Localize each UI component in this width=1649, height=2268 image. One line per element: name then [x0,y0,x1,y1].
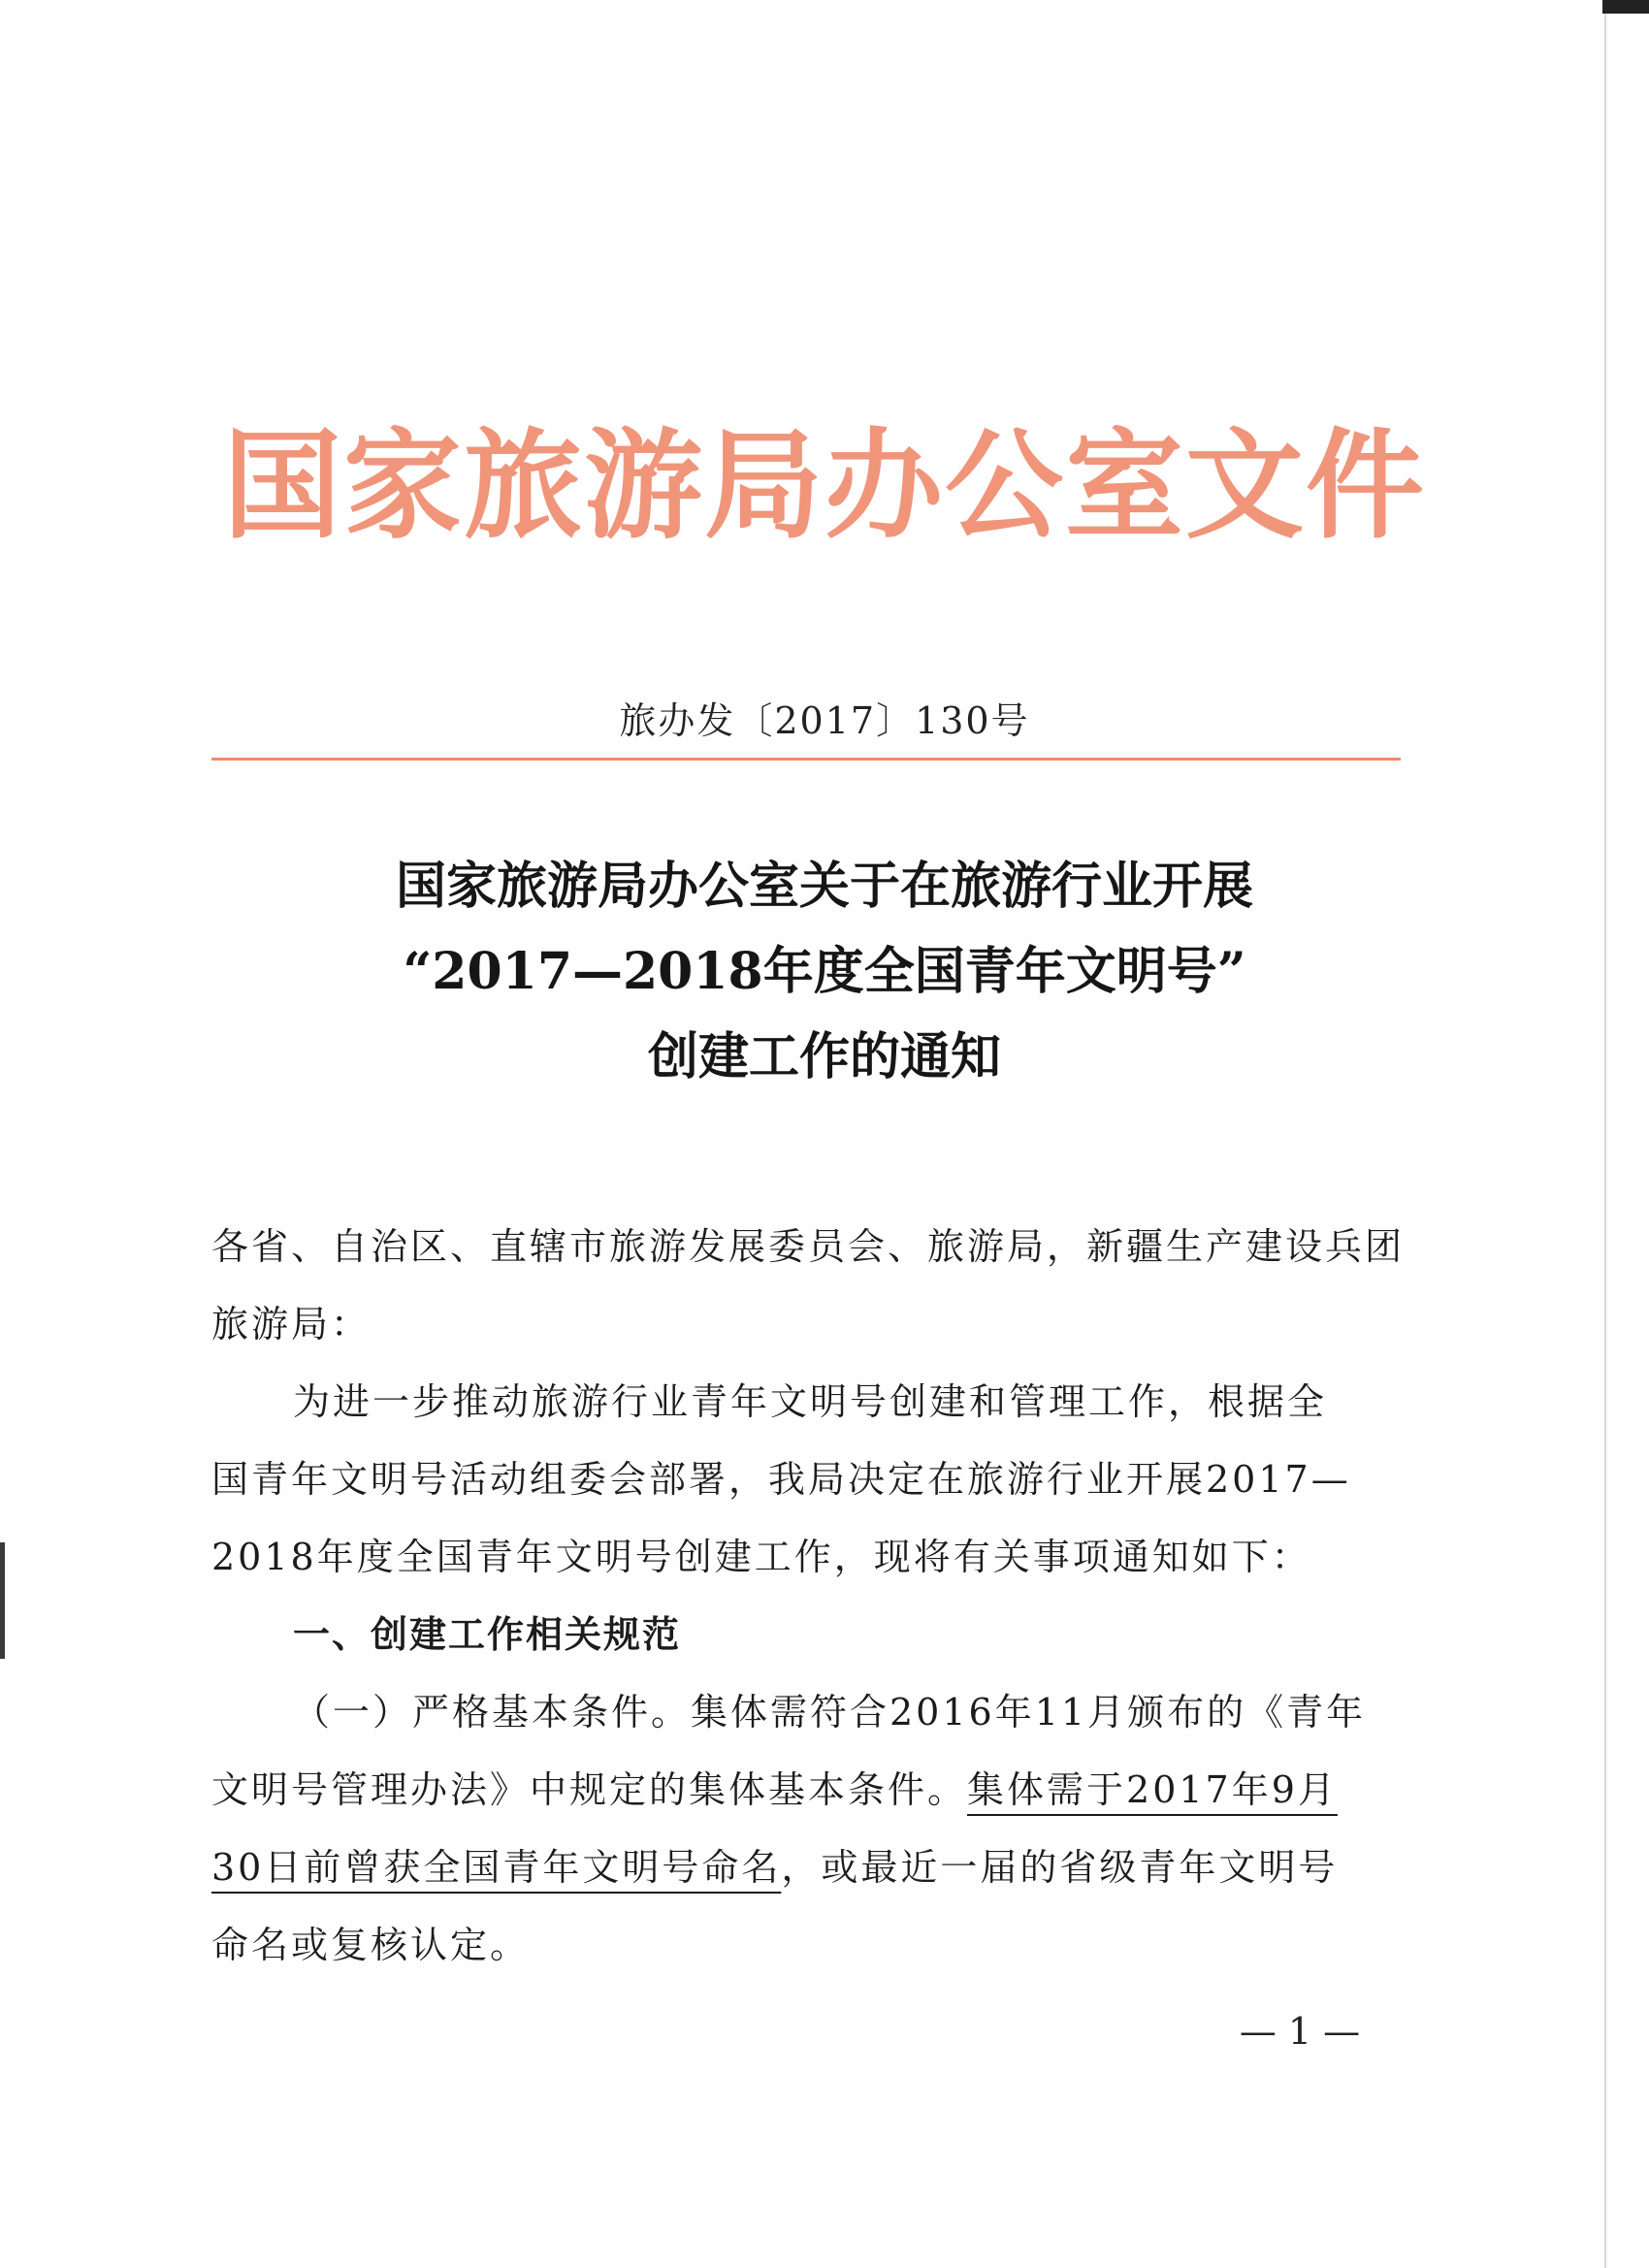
scan-corner-mark [1602,0,1649,14]
issuer-header-title: 国家旅游局办公室文件 [223,415,1426,555]
title-line-3: 创建工作的通知 [647,1027,1001,1086]
item-paragraph-line: 命名或复核认定。 [211,1924,531,1966]
item-paragraph-line: （一）严格基本条件。集体需符合2016年11月颁布的《青年 [293,1691,1367,1733]
document-title [0,844,1649,1100]
item-text: ，或最近一届的省级青年文明号 [781,1846,1339,1889]
page-number: — 1 — [1239,2010,1361,2053]
document-body [211,1208,1406,1984]
item-paragraph-line [211,1751,1401,1829]
handwritten-underline-text: 集体需于2017年9月 [967,1768,1338,1811]
scan-edge [1604,0,1606,2268]
intro-paragraph-line: 为进一步推动旅游行业青年文明号创建和管理工作，根据全 [293,1380,1328,1423]
item-paragraph-line [211,1829,1401,1906]
intro-paragraph-line: 国青年文明号活动组委会部署，我局决定在旅游行业开展2017— [211,1458,1351,1501]
intro-paragraph-line: 2018年度全国青年文明号创建工作，现将有关事项通知如下： [211,1536,1311,1578]
title-line-2: “2017—2018年度全国青年文明号” [403,942,1246,1001]
item-text: 文明号管理办法》中规定的集体基本条件。 [211,1768,968,1811]
section-heading: 一、创建工作相关规范 [293,1613,682,1656]
scan-binding-mark [0,1542,5,1659]
handwritten-underline-text: 30日前曾获全国青年文明号命名 [211,1846,782,1889]
document-number: 旅办发〔2017〕130号 [619,699,1030,742]
header-divider-rule [211,758,1401,761]
recipient-line: 各省、自治区、直辖市旅游发展委员会、旅游局，新疆生产建设兵团 [211,1225,1406,1268]
recipient-line: 旅游局： [211,1303,372,1345]
title-line-1: 国家旅游局办公室关于在旅游行业开展 [395,857,1253,916]
